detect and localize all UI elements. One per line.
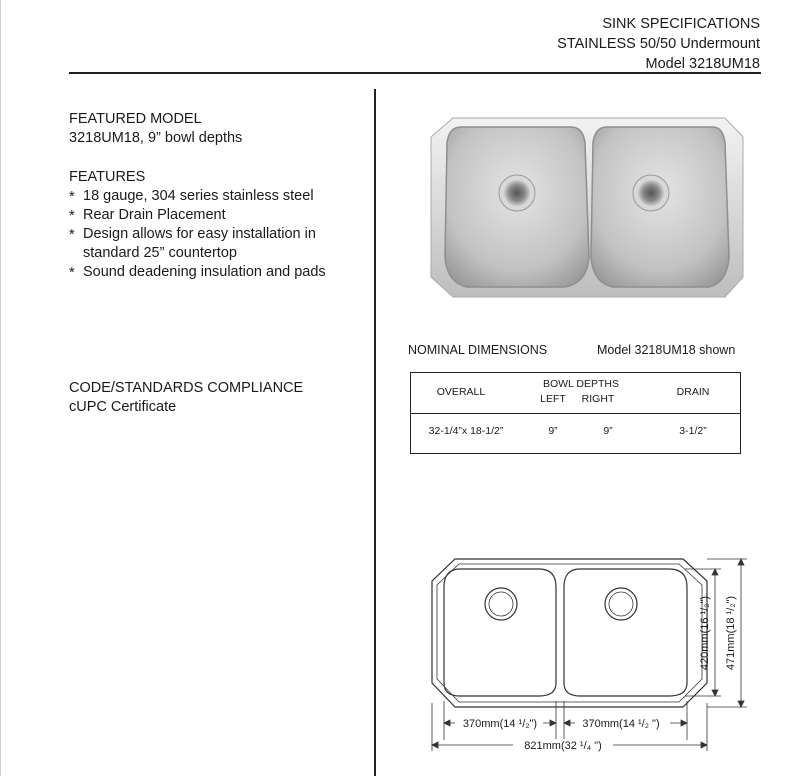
column-divider [374, 89, 376, 776]
header-rule [69, 72, 761, 74]
feature-item: * Sound deadening insulation and pads [69, 263, 359, 282]
header-subtitle: STAINLESS 50/50 Undermount [557, 36, 760, 52]
overall-depth-label: 471mm(18 ¹/₂") [725, 595, 737, 671]
table-header-row [411, 373, 740, 414]
featured-text: 3218UM18, 9” bowl depths [69, 130, 243, 146]
cell-overall: 32-1/4”x 18-1/2” [428, 425, 504, 437]
features-heading: FEATURES [69, 169, 146, 185]
feature-item: * Design allows for easy installation in standard 25” countertop [69, 225, 359, 263]
features-section [69, 168, 359, 282]
header-title: SINK SPECIFICATIONS [602, 16, 760, 32]
dimensions-caption: NOMINAL DIMENSIONS [408, 343, 548, 357]
feature-item: * 18 gauge, 304 series stainless steel [69, 187, 359, 206]
header-left: LEFT [540, 393, 566, 405]
overall-width-label: 821mm(32 ¹/₄ ") [524, 740, 602, 752]
header-overall: OVERALL [436, 386, 486, 398]
cell-right-depth: 9” [603, 425, 613, 437]
page-edge [0, 0, 1, 776]
header-bowl-depths: BOWL DEPTHS [542, 378, 620, 390]
header-model: Model 3218UM18 [645, 56, 760, 72]
compliance-text: cUPC Certificate [69, 399, 177, 415]
bowl-right-width-label: 370mm(14 ¹/₂ ") [582, 718, 660, 730]
bowl-left-width-label: 370mm(14 ¹/₂") [462, 718, 538, 730]
features-list [69, 187, 359, 282]
cell-left-depth: 9” [548, 425, 558, 437]
sink-photo [425, 115, 755, 305]
header-drain: DRAIN [676, 386, 710, 398]
featured-section [69, 110, 242, 148]
spec-header [557, 14, 760, 74]
compliance-heading: CODE/STANDARDS COMPLIANCE [69, 380, 304, 396]
dimensions-table [410, 372, 741, 454]
compliance-section [69, 379, 303, 417]
model-shown-caption: Model 3218UM18 shown [597, 343, 736, 357]
sink-drawing [425, 553, 804, 773]
inner-depth-label: 420mm(16 ¹/₂") [699, 595, 711, 671]
feature-item: * Rear Drain Placement [69, 206, 359, 225]
header-right: RIGHT [581, 393, 615, 405]
cell-drain: 3-1/2” [679, 425, 707, 437]
featured-heading: FEATURED MODEL [69, 111, 202, 127]
